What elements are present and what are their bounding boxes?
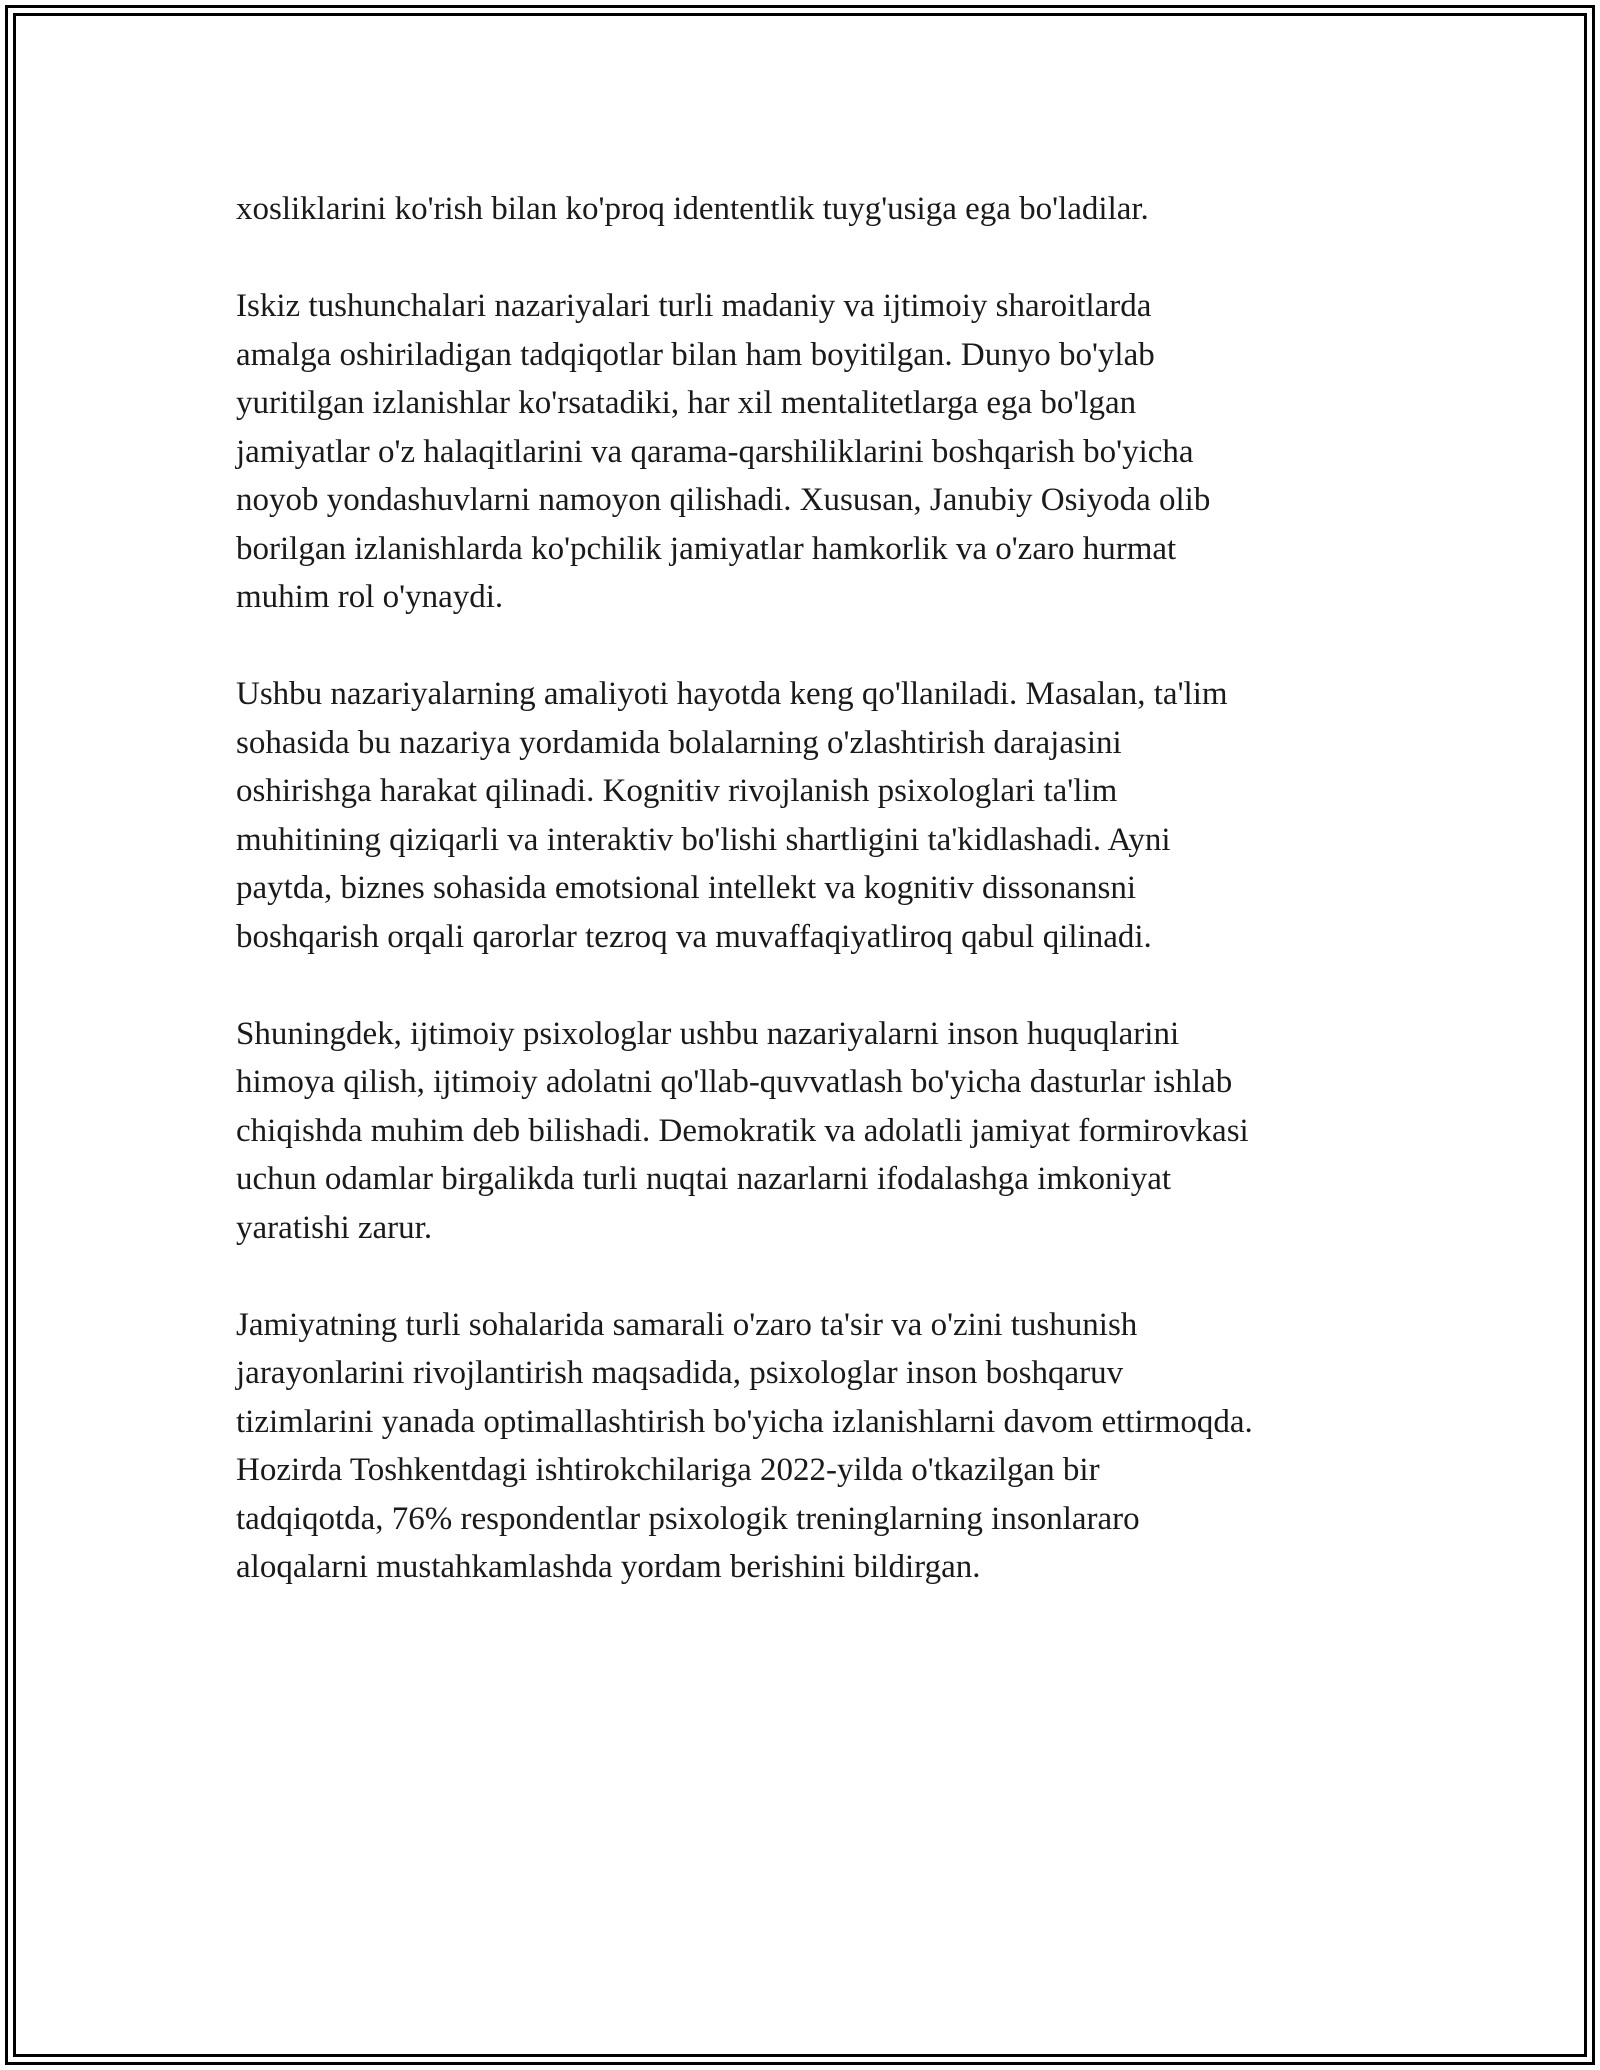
text-line: xosliklarini ko'rish bilan ko'proq idententlik tuyg'usiga ega bo'ladilar. bbox=[236, 191, 1149, 227]
text-line: Shuningdek, ijtimoiy psixologlar ushbu nazariyalarni inson huquqlarini bbox=[236, 1015, 1180, 1052]
text-line: muhitining qiziqarli va interaktiv bo'lishi shartligini ta'kidlashadi. Ayni bbox=[236, 821, 1171, 858]
text-line: paytda, biznes sohasida emotsional intellekt va kognitiv dissonansni bbox=[236, 870, 1137, 906]
text-line: muhim rol o'ynaydi. bbox=[236, 579, 504, 615]
text-line: Iskiz tushunchalari nazariyalari turli madaniy va ijtimoiy sharoitlarda bbox=[236, 288, 1152, 324]
paragraph-4 bbox=[236, 1010, 1386, 1253]
text-line: yuritilgan izlanishlar ko'rsatadiki, har xil mentalitetlarga ega bo'lgan bbox=[236, 385, 1137, 421]
paragraph-2 bbox=[236, 282, 1386, 622]
text-line: uchun odamlar birgalikda turli nuqtai nazarlarni ifodalashga imkoniyat bbox=[236, 1161, 1172, 1197]
text-line: sohasida bu nazariya yordamida bolalarning o'zlashtirish darajasini bbox=[236, 724, 1122, 761]
text-line: yaratishi zarur. bbox=[236, 1209, 433, 1246]
text-line: oshirishga harakat qilinadi. Kognitiv rivojlanish psixologlari ta'lim bbox=[236, 773, 1118, 809]
text-line: boshqarish orqali qarorlar tezroq va muvaffaqiyatliroq qabul qilinadi. bbox=[236, 918, 1152, 955]
paragraph-1 bbox=[236, 185, 1386, 234]
text-line: aloqalarni mustahkamlashda yordam berishini bildirgan. bbox=[236, 1549, 981, 1585]
text-line: tadqiqotda, 76% respondentlar psixologik treninglarning insonlararo bbox=[236, 1500, 1140, 1537]
text-line: Hozirda Toshkentdagi ishtirokchilariga 2022-yilda o'tkazilgan bir bbox=[236, 1452, 1100, 1488]
text-line: jarayonlarini rivojlantirish maqsadida, psixologlar inson boshqaruv bbox=[236, 1355, 1124, 1391]
text-line: chiqishda muhim deb bilishadi. Demokratik va adolatli jamiyat formirovkasi bbox=[236, 1112, 1249, 1149]
text-line: amalga oshiriladigan tadqiqotlar bilan ham boyitilgan. Dunyo bo'ylab bbox=[236, 336, 1155, 373]
paragraph-3 bbox=[236, 670, 1386, 961]
document-body bbox=[236, 185, 1386, 1640]
text-line: himoya qilish, ijtimoiy adolatni qo'llab-quvvatlash bo'yicha dasturlar ishlab bbox=[236, 1064, 1233, 1100]
text-line: noyob yondashuvlarni namoyon qilishadi. Xususan, Janubiy Osiyoda olib bbox=[236, 482, 1211, 518]
text-line: borilgan izlanishlarda ko'pchilik jamiyatlar hamkorlik va o'zaro hurmat bbox=[236, 530, 1177, 567]
text-line: Ushbu nazariyalarning amaliyoti hayotda keng qo'llaniladi. Masalan, ta'lim bbox=[236, 676, 1228, 712]
text-line: tizimlarini yanada optimallashtirish bo'yicha izlanishlarni davom ettirmoqda. bbox=[236, 1403, 1253, 1440]
text-line: jamiyatlar o'z halaqitlarini va qarama-qarshiliklarini boshqarish bo'yicha bbox=[236, 433, 1194, 470]
paragraph-5 bbox=[236, 1301, 1386, 1592]
text-line: Jamiyatning turli sohalarida samarali o'zaro ta'sir va o'zini tushunish bbox=[236, 1306, 1138, 1343]
